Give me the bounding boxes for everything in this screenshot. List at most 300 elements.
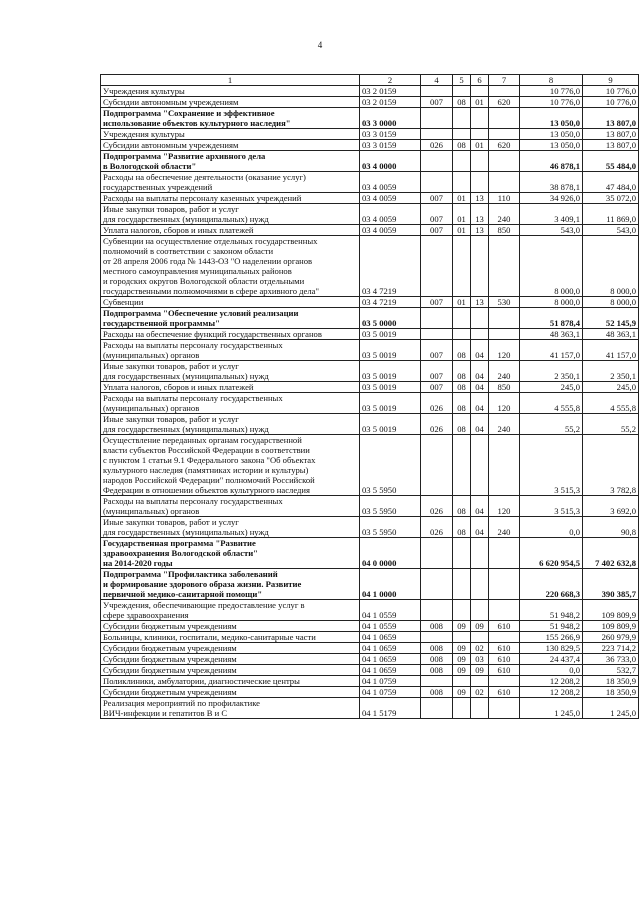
table-row (101, 687, 639, 698)
header-col-9: 9 (583, 75, 639, 86)
row-expense-type (489, 435, 520, 496)
row-section-code (453, 86, 471, 97)
row-amount-2015: 18 350,9 (583, 687, 639, 698)
row-section-code (453, 632, 471, 643)
row-code: 04 1 0759 (360, 687, 421, 698)
row-amount-2014: 8 000,0 (520, 236, 583, 297)
row-expense-type (489, 538, 520, 569)
page-number: 4 (317, 40, 323, 50)
row-description: Субсидии бюджетным учреждениям (101, 687, 360, 698)
row-expense-type (489, 86, 520, 97)
row-subsection-code: 13 (471, 204, 489, 225)
row-amount-2015: 36 733,0 (583, 654, 639, 665)
row-amount-2015: 55 484,0 (583, 151, 639, 172)
row-code: 03 5 0000 (360, 308, 421, 329)
row-section-code (453, 538, 471, 569)
row-subsection-code: 09 (471, 621, 489, 632)
row-description: Субсидии бюджетным учреждениям (101, 665, 360, 676)
row-section-code: 08 (453, 517, 471, 538)
row-code: 03 2 0159 (360, 86, 421, 97)
row-amount-2015: 7 402 632,8 (583, 538, 639, 569)
row-amount-2014: 0,0 (520, 665, 583, 676)
table-row (101, 140, 639, 151)
row-expense-type (489, 108, 520, 129)
row-ministry-code: 008 (421, 654, 453, 665)
row-section-code (453, 600, 471, 621)
row-section-code (453, 108, 471, 129)
row-subsection-code (471, 108, 489, 129)
table-row (101, 632, 639, 643)
row-code: 03 4 0059 (360, 172, 421, 193)
row-section-code: 08 (453, 361, 471, 382)
row-section-code: 09 (453, 665, 471, 676)
row-subsection-code (471, 538, 489, 569)
row-subsection-code: 13 (471, 193, 489, 204)
row-description: Уплата налогов, сборов и иных платежей (101, 382, 360, 393)
table-row (101, 297, 639, 308)
table-row (101, 151, 639, 172)
row-ministry-code (421, 308, 453, 329)
table-row (101, 517, 639, 538)
row-amount-2014: 13 050,0 (520, 108, 583, 129)
row-ministry-code (421, 600, 453, 621)
row-subsection-code: 04 (471, 393, 489, 414)
row-amount-2014: 13 050,0 (520, 140, 583, 151)
row-subsection-code (471, 236, 489, 297)
row-amount-2015: 3 692,0 (583, 496, 639, 517)
row-amount-2014: 6 620 954,5 (520, 538, 583, 569)
row-code: 04 1 0659 (360, 665, 421, 676)
row-section-code: 08 (453, 340, 471, 361)
row-subsection-code (471, 151, 489, 172)
row-code: 03 5 0019 (360, 361, 421, 382)
row-code: 03 5 5950 (360, 496, 421, 517)
row-ministry-code: 026 (421, 393, 453, 414)
row-amount-2015: 8 000,0 (583, 297, 639, 308)
row-ministry-code (421, 435, 453, 496)
row-amount-2014: 4 555,8 (520, 393, 583, 414)
table-row (101, 172, 639, 193)
row-code: 03 5 0019 (360, 340, 421, 361)
row-description: Субвенции на осуществление отдельных государственных полномочий в соответствии с законом области от 28 апреля 2006 года № 1443-ОЗ "О наделении органов местного самоуправления муниципальных районов и городских округов Вологодской области отдельными государственными полномочиями в сфере архивного дела" (101, 236, 360, 297)
row-section-code: 08 (453, 140, 471, 151)
row-subsection-code: 02 (471, 687, 489, 698)
row-expense-type: 240 (489, 414, 520, 435)
row-code: 04 1 0000 (360, 569, 421, 600)
row-description: Поликлиники, амбулатории, диагностические центры (101, 676, 360, 687)
row-subsection-code (471, 698, 489, 719)
row-amount-2014: 3 515,3 (520, 496, 583, 517)
table-row (101, 204, 639, 225)
row-description: Иные закупки товаров, работ и услуг для государственных (муниципальных) нужд (101, 517, 360, 538)
row-expense-type: 110 (489, 193, 520, 204)
header-col-8: 8 (520, 75, 583, 86)
row-code: 03 4 0059 (360, 204, 421, 225)
row-code: 03 5 0019 (360, 382, 421, 393)
row-expense-type: 850 (489, 225, 520, 236)
row-amount-2014: 8 000,0 (520, 297, 583, 308)
row-expense-type: 120 (489, 340, 520, 361)
row-subsection-code (471, 600, 489, 621)
row-section-code: 01 (453, 225, 471, 236)
row-expense-type: 610 (489, 621, 520, 632)
row-ministry-code (421, 698, 453, 719)
row-code: 03 3 0159 (360, 140, 421, 151)
row-description: Иные закупки товаров, работ и услуг для государственных (муниципальных) нужд (101, 204, 360, 225)
row-amount-2015: 2 350,1 (583, 361, 639, 382)
row-section-code (453, 308, 471, 329)
row-code: 04 0 0000 (360, 538, 421, 569)
row-code: 04 1 0559 (360, 600, 421, 621)
row-subsection-code (471, 632, 489, 643)
row-amount-2015: 11 869,0 (583, 204, 639, 225)
row-code: 03 4 0000 (360, 151, 421, 172)
row-ministry-code: 007 (421, 97, 453, 108)
row-expense-type (489, 632, 520, 643)
table-row (101, 698, 639, 719)
row-amount-2015: 13 807,0 (583, 108, 639, 129)
row-description: Реализация мероприятий по профилактике ВИЧ-инфекции и гепатитов В и С (101, 698, 360, 719)
row-subsection-code (471, 308, 489, 329)
table-row (101, 340, 639, 361)
row-amount-2014: 0,0 (520, 517, 583, 538)
row-section-code (453, 435, 471, 496)
row-description: Подпрограмма "Развитие архивного дела в Вологодской области" (101, 151, 360, 172)
row-amount-2014: 48 363,1 (520, 329, 583, 340)
row-amount-2015: 10 776,0 (583, 86, 639, 97)
table-row (101, 361, 639, 382)
row-amount-2015: 4 555,8 (583, 393, 639, 414)
header-col-7: 7 (489, 75, 520, 86)
row-ministry-code: 026 (421, 414, 453, 435)
row-amount-2014: 3 409,1 (520, 204, 583, 225)
row-section-code: 01 (453, 297, 471, 308)
row-ministry-code: 007 (421, 297, 453, 308)
row-amount-2014: 51 948,2 (520, 600, 583, 621)
row-subsection-code (471, 86, 489, 97)
row-section-code (453, 151, 471, 172)
row-section-code (453, 236, 471, 297)
row-subsection-code: 04 (471, 517, 489, 538)
row-amount-2014: 13 050,0 (520, 129, 583, 140)
row-amount-2015: 13 807,0 (583, 129, 639, 140)
table-row (101, 643, 639, 654)
table-row (101, 435, 639, 496)
row-code: 04 1 5179 (360, 698, 421, 719)
row-expense-type: 240 (489, 361, 520, 382)
row-code: 04 1 0659 (360, 632, 421, 643)
row-amount-2014: 220 668,3 (520, 569, 583, 600)
row-ministry-code (421, 151, 453, 172)
table-row (101, 496, 639, 517)
row-expense-type (489, 329, 520, 340)
row-ministry-code: 026 (421, 517, 453, 538)
row-code: 03 5 0019 (360, 414, 421, 435)
row-subsection-code: 04 (471, 382, 489, 393)
row-section-code (453, 129, 471, 140)
row-description: Учреждения культуры (101, 86, 360, 97)
row-amount-2014: 12 208,2 (520, 687, 583, 698)
row-code: 03 3 0159 (360, 129, 421, 140)
table-row (101, 329, 639, 340)
table-row (101, 569, 639, 600)
row-code: 03 5 0019 (360, 393, 421, 414)
row-amount-2015: 55,2 (583, 414, 639, 435)
row-description: Субсидии бюджетным учреждениям (101, 654, 360, 665)
row-amount-2015: 52 145,9 (583, 308, 639, 329)
row-description: Расходы на выплаты персоналу государственных (муниципальных) органов (101, 340, 360, 361)
row-code: 03 4 7219 (360, 236, 421, 297)
row-amount-2015: 3 782,8 (583, 435, 639, 496)
row-subsection-code: 01 (471, 140, 489, 151)
table-row (101, 308, 639, 329)
row-expense-type: 610 (489, 687, 520, 698)
row-ministry-code (421, 108, 453, 129)
row-subsection-code: 03 (471, 654, 489, 665)
row-section-code: 09 (453, 643, 471, 654)
row-amount-2015: 10 776,0 (583, 97, 639, 108)
row-ministry-code: 007 (421, 225, 453, 236)
row-expense-type: 610 (489, 643, 520, 654)
header-col-1: 1 (101, 75, 360, 86)
row-amount-2014: 10 776,0 (520, 97, 583, 108)
row-description: Осуществление переданных органам государственной власти субъектов Российской Федерации в соответствии с пунктом 1 статьи 9.1 Федерального закона "Об объектах культурного наследия (памятниках истории и культуры) народов Российской Федерации" полномочий Российской Федерации в отношении объектов культурного наследия (101, 435, 360, 496)
row-subsection-code: 04 (471, 496, 489, 517)
row-subsection-code: 04 (471, 340, 489, 361)
row-ministry-code: 008 (421, 665, 453, 676)
row-amount-2015: 223 714,2 (583, 643, 639, 654)
row-code: 03 2 0159 (360, 97, 421, 108)
row-ministry-code (421, 236, 453, 297)
row-expense-type: 850 (489, 382, 520, 393)
table-row (101, 414, 639, 435)
row-subsection-code: 09 (471, 665, 489, 676)
row-description: Государственная программа "Развитие здравоохранения Вологодской области" на 2014-2020 годы (101, 538, 360, 569)
row-amount-2014: 1 245,0 (520, 698, 583, 719)
table-row (101, 621, 639, 632)
row-section-code: 08 (453, 382, 471, 393)
row-expense-type (489, 600, 520, 621)
row-ministry-code (421, 86, 453, 97)
row-description: Расходы на обеспечение деятельности (оказание услуг) государственных учреждений (101, 172, 360, 193)
row-section-code (453, 329, 471, 340)
row-amount-2015: 109 809,9 (583, 621, 639, 632)
row-amount-2014: 2 350,1 (520, 361, 583, 382)
row-expense-type: 620 (489, 97, 520, 108)
row-expense-type (489, 172, 520, 193)
table-row (101, 538, 639, 569)
row-section-code: 08 (453, 414, 471, 435)
row-description: Уплата налогов, сборов и иных платежей (101, 225, 360, 236)
row-amount-2015: 1 245,0 (583, 698, 639, 719)
row-code: 03 4 0059 (360, 193, 421, 204)
row-amount-2014: 12 208,2 (520, 676, 583, 687)
row-amount-2015: 245,0 (583, 382, 639, 393)
row-description: Учреждения, обеспечивающие предоставление услуг в сфере здравоохранения (101, 600, 360, 621)
row-amount-2015: 48 363,1 (583, 329, 639, 340)
row-description: Подпрограмма "Профилактика заболеваний и формирование здорового образа жизни. Развитие первичной медико-санитарной помощи" (101, 569, 360, 600)
row-subsection-code (471, 676, 489, 687)
row-code: 03 4 7219 (360, 297, 421, 308)
row-description: Субсидии автономным учреждениям (101, 140, 360, 151)
row-ministry-code (421, 129, 453, 140)
row-expense-type (489, 151, 520, 172)
row-expense-type (489, 236, 520, 297)
row-expense-type: 530 (489, 297, 520, 308)
row-section-code: 01 (453, 204, 471, 225)
row-amount-2015: 90,8 (583, 517, 639, 538)
row-code: 04 1 0659 (360, 643, 421, 654)
row-code: 04 1 0759 (360, 676, 421, 687)
row-ministry-code (421, 632, 453, 643)
header-col-6: 6 (471, 75, 489, 86)
row-expense-type: 120 (489, 393, 520, 414)
row-amount-2015: 8 000,0 (583, 236, 639, 297)
row-expense-type: 610 (489, 665, 520, 676)
row-subsection-code (471, 329, 489, 340)
row-subsection-code: 13 (471, 225, 489, 236)
row-code: 03 5 5950 (360, 517, 421, 538)
row-description: Субвенции (101, 297, 360, 308)
row-ministry-code: 008 (421, 643, 453, 654)
row-amount-2015: 13 807,0 (583, 140, 639, 151)
row-amount-2015: 532,7 (583, 665, 639, 676)
row-amount-2015: 390 385,7 (583, 569, 639, 600)
row-code: 03 5 5950 (360, 435, 421, 496)
table-row (101, 382, 639, 393)
row-amount-2014: 51 878,4 (520, 308, 583, 329)
row-subsection-code: 04 (471, 414, 489, 435)
row-amount-2015: 18 350,9 (583, 676, 639, 687)
row-description: Подпрограмма "Сохранение и эффективное использование объектов культурного наследия" (101, 108, 360, 129)
row-amount-2014: 10 776,0 (520, 86, 583, 97)
row-ministry-code: 007 (421, 340, 453, 361)
row-ministry-code (421, 538, 453, 569)
row-code: 03 3 0000 (360, 108, 421, 129)
row-description: Расходы на обеспечение функций государственных органов (101, 329, 360, 340)
row-description: Субсидии автономным учреждениям (101, 97, 360, 108)
row-amount-2015: 260 979,9 (583, 632, 639, 643)
row-ministry-code: 007 (421, 382, 453, 393)
table-row (101, 676, 639, 687)
row-section-code (453, 676, 471, 687)
row-description: Расходы на выплаты персоналу казенных учреждений (101, 193, 360, 204)
header-col-2: 2 (360, 75, 421, 86)
row-subsection-code: 01 (471, 97, 489, 108)
table-row (101, 193, 639, 204)
row-ministry-code (421, 569, 453, 600)
row-amount-2015: 109 809,9 (583, 600, 639, 621)
row-amount-2014: 155 266,9 (520, 632, 583, 643)
row-subsection-code (471, 129, 489, 140)
row-description: Субсидии бюджетным учреждениям (101, 621, 360, 632)
header-col-4: 4 (421, 75, 453, 86)
row-description: Больницы, клиники, госпитали, медико-санитарные части (101, 632, 360, 643)
row-section-code (453, 698, 471, 719)
row-section-code: 08 (453, 97, 471, 108)
row-description: Учреждения культуры (101, 129, 360, 140)
row-subsection-code: 13 (471, 297, 489, 308)
row-expense-type (489, 676, 520, 687)
row-expense-type: 120 (489, 496, 520, 517)
row-ministry-code: 026 (421, 140, 453, 151)
row-section-code (453, 569, 471, 600)
row-ministry-code: 008 (421, 621, 453, 632)
row-amount-2015: 47 484,0 (583, 172, 639, 193)
row-amount-2015: 41 157,0 (583, 340, 639, 361)
table-row (101, 236, 639, 297)
row-ministry-code: 007 (421, 361, 453, 382)
row-section-code: 08 (453, 496, 471, 517)
row-code: 03 4 0059 (360, 225, 421, 236)
row-section-code (453, 172, 471, 193)
row-ministry-code (421, 172, 453, 193)
row-amount-2014: 245,0 (520, 382, 583, 393)
table-row (101, 600, 639, 621)
row-amount-2014: 24 437,4 (520, 654, 583, 665)
row-description: Иные закупки товаров, работ и услуг для государственных (муниципальных) нужд (101, 414, 360, 435)
table-row (101, 225, 639, 236)
row-ministry-code: 007 (421, 193, 453, 204)
row-amount-2015: 543,0 (583, 225, 639, 236)
row-amount-2014: 38 878,1 (520, 172, 583, 193)
row-amount-2014: 543,0 (520, 225, 583, 236)
row-amount-2015: 35 072,0 (583, 193, 639, 204)
table-row (101, 108, 639, 129)
row-code: 04 1 0659 (360, 654, 421, 665)
table-header-row (101, 75, 639, 86)
row-section-code: 09 (453, 621, 471, 632)
row-expense-type (489, 698, 520, 719)
row-amount-2014: 41 157,0 (520, 340, 583, 361)
row-section-code: 09 (453, 654, 471, 665)
row-expense-type (489, 569, 520, 600)
row-section-code: 08 (453, 393, 471, 414)
row-amount-2014: 51 948,2 (520, 621, 583, 632)
row-description: Расходы на выплаты персоналу государственных (муниципальных) органов (101, 496, 360, 517)
row-description: Подпрограмма "Обеспечение условий реализации государственной программы" (101, 308, 360, 329)
row-amount-2014: 130 829,5 (520, 643, 583, 654)
row-expense-type (489, 129, 520, 140)
row-description: Расходы на выплаты персоналу государственных (муниципальных) органов (101, 393, 360, 414)
budget-table (100, 74, 639, 719)
row-amount-2014: 34 926,0 (520, 193, 583, 204)
row-expense-type: 240 (489, 517, 520, 538)
row-description: Иные закупки товаров, работ и услуг для государственных (муниципальных) нужд (101, 361, 360, 382)
row-ministry-code: 008 (421, 687, 453, 698)
table-row (101, 393, 639, 414)
table-row (101, 97, 639, 108)
row-description: Субсидии бюджетным учреждениям (101, 643, 360, 654)
row-section-code: 09 (453, 687, 471, 698)
header-col-5: 5 (453, 75, 471, 86)
row-amount-2014: 46 878,1 (520, 151, 583, 172)
row-expense-type: 610 (489, 654, 520, 665)
row-amount-2014: 55,2 (520, 414, 583, 435)
row-subsection-code: 02 (471, 643, 489, 654)
row-subsection-code: 04 (471, 361, 489, 382)
row-ministry-code: 007 (421, 204, 453, 225)
row-ministry-code (421, 329, 453, 340)
row-subsection-code (471, 569, 489, 600)
row-expense-type: 620 (489, 140, 520, 151)
row-section-code: 01 (453, 193, 471, 204)
row-ministry-code (421, 676, 453, 687)
row-amount-2014: 3 515,3 (520, 435, 583, 496)
row-expense-type (489, 308, 520, 329)
row-expense-type: 240 (489, 204, 520, 225)
row-subsection-code (471, 172, 489, 193)
